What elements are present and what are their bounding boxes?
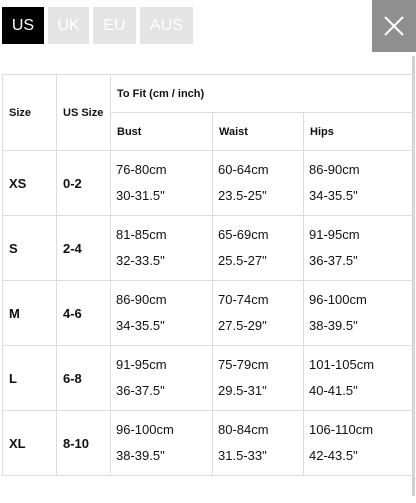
table-row: [3, 216, 414, 281]
waist-value: 70-74cm 27.5-29": [213, 281, 304, 346]
header-hips: Hips: [304, 113, 414, 151]
us-size-value: 2-4: [57, 216, 111, 281]
hips-value: 86-90cm 34-35.5": [304, 151, 414, 216]
header-waist: Waist: [213, 113, 304, 151]
size-label: S: [3, 216, 57, 281]
region-tabs: [2, 7, 193, 44]
table-row: [3, 411, 414, 476]
tab-eu[interactable]: EU: [93, 7, 136, 44]
size-chart-table: [2, 74, 414, 476]
hips-value: 96-100cm 38-39.5": [304, 281, 414, 346]
table-row: [3, 281, 414, 346]
waist-value: 80-84cm 31.5-33": [213, 411, 304, 476]
header-us-size: US Size: [57, 75, 111, 151]
tab-us[interactable]: US: [2, 7, 44, 44]
bust-value: 96-100cm 38-39.5": [111, 411, 213, 476]
table-row: [3, 346, 414, 411]
hips-value: 101-105cm 40-41.5": [304, 346, 414, 411]
tab-aus[interactable]: AUS: [140, 7, 193, 44]
waist-value: 65-69cm 25.5-27": [213, 216, 304, 281]
size-label: XL: [3, 411, 57, 476]
close-icon: [383, 15, 405, 37]
us-size-value: 0-2: [57, 151, 111, 216]
size-label: L: [3, 346, 57, 411]
tab-uk[interactable]: UK: [48, 7, 89, 44]
us-size-value: 8-10: [57, 411, 111, 476]
table-row: [3, 151, 414, 216]
hips-value: 106-110cm 42-43.5": [304, 411, 414, 476]
bust-value: 81-85cm 32-33.5": [111, 216, 213, 281]
size-label: M: [3, 281, 57, 346]
waist-value: 75-79cm 29.5-31": [213, 346, 304, 411]
waist-value: 60-64cm 23.5-25": [213, 151, 304, 216]
header-to-fit: To Fit (cm / inch): [111, 75, 414, 113]
bust-value: 86-90cm 34-35.5": [111, 281, 213, 346]
hips-value: 91-95cm 36-37.5": [304, 216, 414, 281]
bust-value: 76-80cm 30-31.5": [111, 151, 213, 216]
close-button[interactable]: [372, 0, 416, 52]
header-bust: Bust: [111, 113, 213, 151]
us-size-value: 6-8: [57, 346, 111, 411]
us-size-value: 4-6: [57, 281, 111, 346]
size-label: XS: [3, 151, 57, 216]
bust-value: 91-95cm 36-37.5": [111, 346, 213, 411]
header-size: Size: [3, 75, 57, 151]
